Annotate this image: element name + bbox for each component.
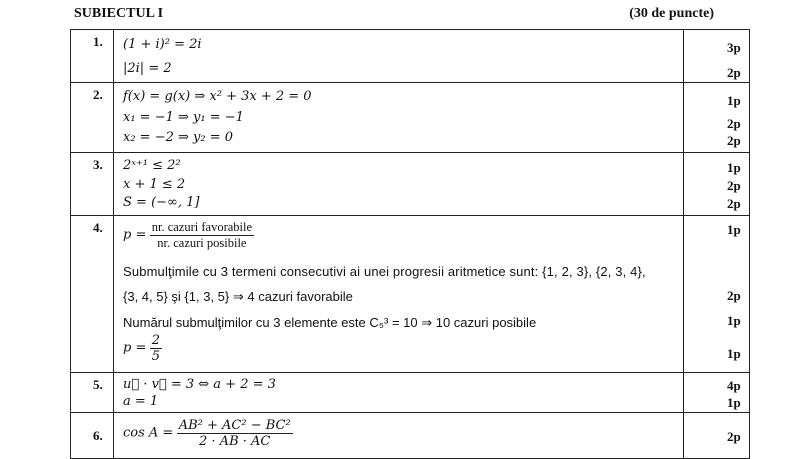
fraction-denominator: 5: [151, 349, 161, 364]
points-value: 1p: [727, 222, 741, 237]
solution-line: |2i| = 2: [123, 61, 172, 76]
solution-line: 2ˣ⁺¹ ≤ 2²: [123, 158, 181, 173]
points-value: 1p: [727, 93, 741, 108]
item-number: 2.: [93, 87, 103, 102]
item-number: 1.: [93, 34, 103, 49]
points-value: 2p: [727, 288, 741, 303]
points-value: 2p: [727, 178, 741, 193]
points-value: 3p: [727, 40, 741, 55]
result-label: p =: [123, 340, 147, 356]
points-value: 4p: [727, 378, 741, 393]
cosine-label: cos A =: [123, 425, 174, 441]
fraction-numerator: AB² + AC² − BC²: [178, 418, 291, 433]
table-row: [71, 216, 749, 373]
solution-line: {3, 4, 5} şi {1, 3, 5} ⇒ 4 cazuri favorabile: [123, 289, 353, 304]
probability-formula: [123, 220, 254, 251]
points-value: 2p: [727, 116, 741, 131]
fraction-denominator: 2 · AB · AC: [199, 434, 271, 449]
points-value: 1p: [727, 395, 741, 410]
solution-line: u⃗ · v⃗ = 3 ⇔ a + 2 = 3: [123, 377, 276, 392]
probability-label: p =: [123, 227, 147, 243]
points-value: 2p: [727, 429, 741, 444]
points-value: 1p: [727, 160, 741, 175]
solution-table: [70, 29, 750, 459]
cosine-fraction: [177, 418, 293, 449]
item-number: 5.: [93, 377, 103, 392]
probability-result: [123, 333, 162, 364]
points-value: 2p: [727, 196, 741, 211]
result-fraction: [150, 333, 162, 364]
table-row: [71, 153, 749, 216]
solution-line: x₂ = −2 ⇒ y₂ = 0: [123, 130, 234, 145]
item-number: 3.: [93, 157, 103, 172]
solution-line: Numărul submulţimilor cu 3 elemente este C₅³ = 10 ⇒ 10 cazuri posibile: [123, 315, 537, 330]
item-number: 4.: [93, 220, 103, 235]
section-title: SUBIECTUL I: [74, 6, 164, 21]
item-number: 6.: [93, 428, 103, 443]
solution-line: a = 1: [123, 394, 159, 409]
solution-line: S = (−∞, 1]: [123, 195, 200, 210]
section-points: (30 de puncte): [629, 6, 714, 21]
solution-line: (1 + i)² = 2i: [123, 37, 202, 52]
points-value: 2p: [727, 65, 741, 80]
fraction-numerator: 2: [151, 333, 161, 348]
table-row: [71, 373, 749, 413]
probability-fraction: [150, 220, 254, 251]
solution-line: x₁ = −1 ⇒ y₁ = −1: [123, 110, 244, 125]
solution-line: f(x) = g(x) ⇒ x² + 3x + 2 = 0: [123, 89, 312, 104]
points-value: 1p: [727, 313, 741, 328]
section-header: [74, 6, 714, 26]
cosine-formula: [123, 418, 293, 449]
solution-line: Submulţimile cu 3 termeni consecutivi ai unei progresii aritmetice sunt: {1, 2, 3}, {2, 3, 4},: [123, 264, 646, 279]
fraction-numerator: nr. cazuri favorabile: [151, 220, 253, 234]
points-value: 2p: [727, 133, 741, 148]
table-row: [71, 413, 749, 458]
table-row: [71, 83, 749, 153]
table-row: [71, 30, 749, 83]
points-value: 1p: [727, 346, 741, 361]
fraction-denominator: nr. cazuri posibile: [157, 236, 247, 250]
solution-line: x + 1 ≤ 2: [123, 177, 186, 192]
